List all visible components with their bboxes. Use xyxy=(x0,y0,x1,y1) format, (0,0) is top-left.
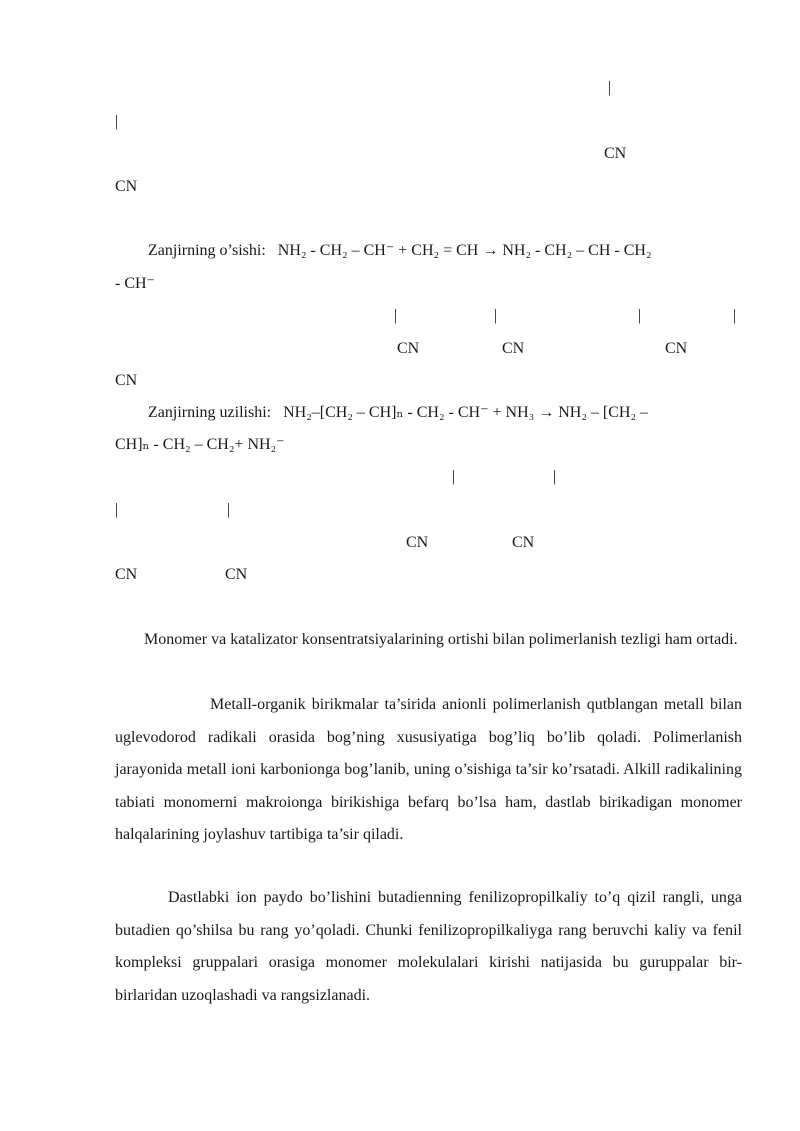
cn-group: CN xyxy=(512,534,535,551)
growth-label xyxy=(148,241,652,261)
bond-bar: | xyxy=(638,307,642,324)
paragraph: Metall-organik birikmalar ta’sirida anionli polimerlanish qutblangan metall bilan uglevodorod radikali orasida bog’ning xususiyatiga bog’liq bo’lib qoladi. Polimerlanish jarayonida metall ioni karbonionga bog’lanib, uning o’sishiga ta’sir ko’rsatadi. Alkill radikalining tabiati monomerni makroionga birikishiga befarq bo’lsa ham, dastlab birikadigan monomer halqalarining joylashuv tartibiga ta’sir qiladi. xyxy=(115,696,742,843)
cn-group: CN xyxy=(665,340,688,357)
growth-equation: NH₂ - CH₂ – CH⁻ + CH₂ = CH → NH₂ - CH₂ – CH - CH₂ xyxy=(277,242,652,259)
cn-group: CN xyxy=(225,566,248,583)
termination-label xyxy=(148,403,648,423)
bond-bar: | xyxy=(608,79,612,96)
bond-bar: | xyxy=(452,468,456,485)
cn-group: CN xyxy=(115,178,138,195)
bond-bar: | xyxy=(115,113,119,130)
cn-group: CN xyxy=(115,372,138,389)
bond-bar: | xyxy=(733,307,737,324)
growth-label-text: Zanjirning o’sishi: xyxy=(148,242,266,259)
cn-group: CN xyxy=(406,534,429,551)
termination-continuation: CH]ₙ - CH₂ – CH₂+ NH₂⁻ xyxy=(115,436,285,453)
cn-group: CN xyxy=(115,566,138,583)
paragraph: Monomer va katalizator konsentratsiyalarining ortishi bilan polimerlanish tezligi ham ortadi. xyxy=(144,631,738,648)
bond-bar: | xyxy=(394,307,398,324)
paragraph: Dastlabki ion paydo bo’lishini butadienning fenilizopropilkaliy to’q qizil rangli, unga butadien qo’shilsa bu rang yo’qoladi. Chunki fenilizopropilkaliyga rang beruvchi kaliy va fenil kompleksi gruppalari orasiga monomer molekulalari kirishi natijasida bu guruppalar bir-birlaridan uzoqlashadi va rangsizlanadi. xyxy=(115,889,742,1004)
growth-continuation: - CH⁻ xyxy=(115,275,155,292)
cn-group: CN xyxy=(604,145,627,162)
bond-bar: | xyxy=(553,468,557,485)
bond-bar: | xyxy=(494,307,498,324)
bond-bar: | xyxy=(115,501,119,518)
termination-label-text: Zanjirning uzilishi: xyxy=(148,404,272,421)
bond-bar: | xyxy=(227,501,231,518)
termination-equation: NH₂–[CH₂ – CH]ₙ - CH₂ - CH⁻ + NH₃ → NH₂ – [CH₂ – xyxy=(283,404,649,421)
cn-group: CN xyxy=(397,340,420,357)
cn-group: CN xyxy=(502,340,525,357)
